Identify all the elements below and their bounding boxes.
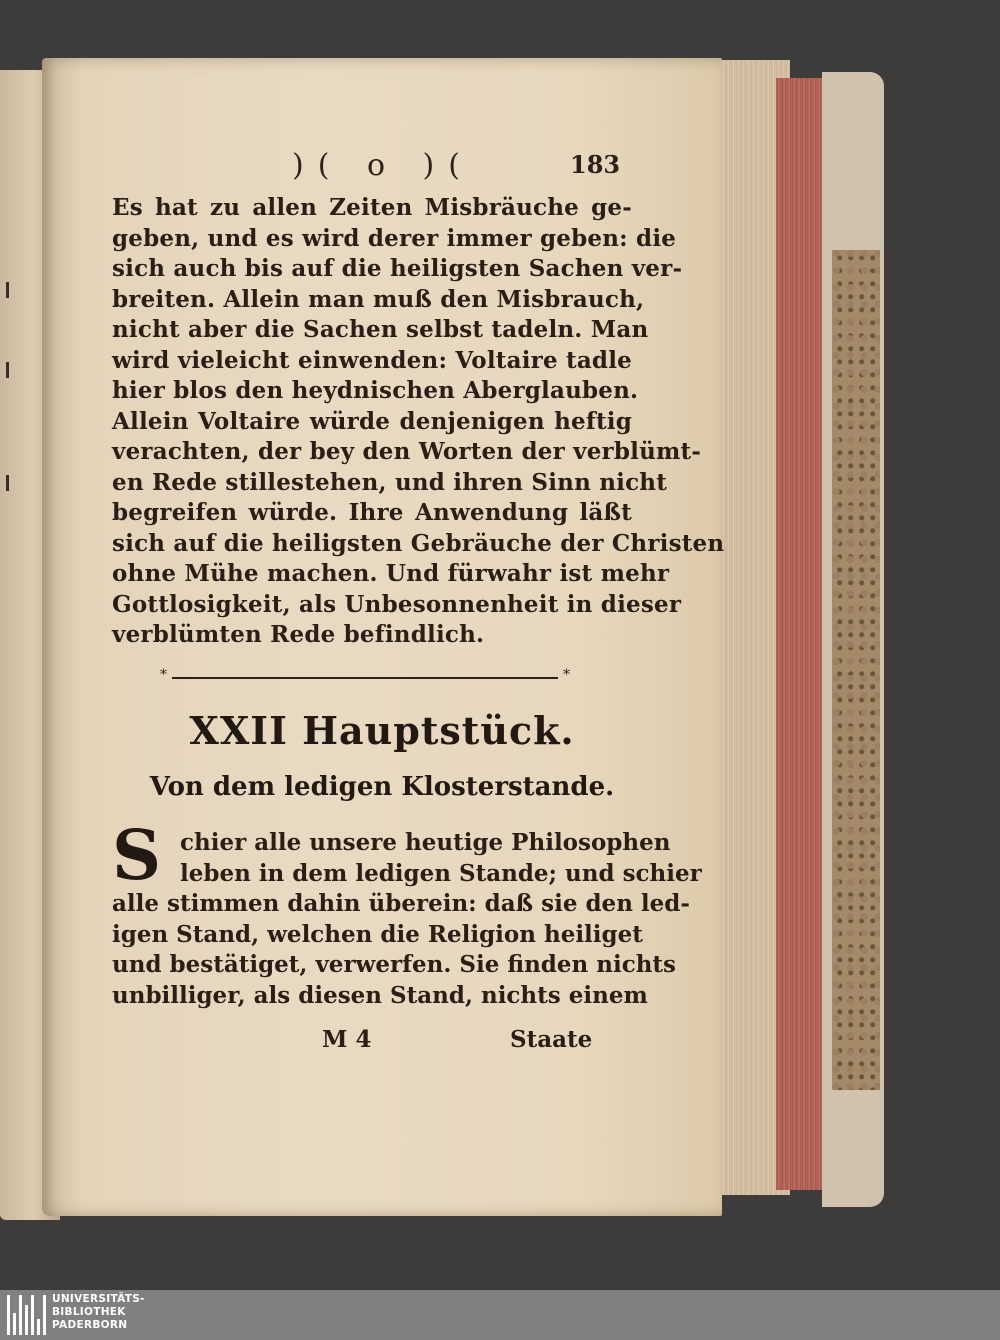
library-logo-icon — [7, 1295, 47, 1335]
paragraph-1 — [112, 193, 725, 651]
text-line: sich auch bis auf die heiligsten Sachen ver- — [112, 255, 683, 282]
red-page-edge — [776, 78, 826, 1190]
text-line: begreifen würde. Ihre Anwendung läßt — [112, 499, 632, 526]
text-line: hier blos den heydnischen Aberglauben. — [112, 377, 639, 404]
left-page-mark — [6, 475, 9, 491]
left-page-mark — [6, 362, 9, 378]
library-footer-bar — [0, 1290, 1000, 1340]
text-line: Es hat zu allen Zeiten Misbräuche ge- — [112, 194, 632, 221]
library-name — [52, 1293, 145, 1332]
text-line: en Rede stillestehen, und ihren Sinn nicht — [112, 468, 668, 496]
text-line: breiten. Allein man muß den Misbrauch, — [112, 285, 645, 313]
page-header — [42, 148, 722, 188]
library-name-line: BIBLIOTHEK — [52, 1306, 126, 1318]
catchword: Staate — [510, 1026, 593, 1053]
text-line: geben, und es wird derer immer geben: die — [112, 224, 677, 252]
text-line: nicht aber die Sachen selbst tadeln. Man — [112, 316, 649, 343]
text-line: und bestätiget, verwerfen. Sie finden nichts — [112, 951, 677, 978]
text-line: chier alle unsere heutige Philosophen — [180, 829, 671, 856]
chapter-subtitle: Von dem ledigen Klosterstande. — [149, 772, 615, 802]
text-line: alle stimmen dahin überein: daß sie den led- — [112, 890, 690, 917]
text-line: igen Stand, welchen die Religion heiliget — [112, 920, 643, 948]
text-line: verachten, der bey den Worten der verblümt- — [112, 438, 702, 465]
header-ornament: )( o )( — [292, 148, 474, 183]
page-number: 183 — [570, 150, 621, 179]
text-line: Allein Voltaire würde denjenigen heftig — [112, 407, 632, 435]
divider-star: * — [160, 667, 167, 683]
text-line: unbilliger, als diesen Stand, nichts einem — [112, 981, 648, 1009]
text-line: ohne Mühe machen. Und fürwahr ist mehr — [112, 560, 670, 587]
book-page — [42, 58, 725, 1216]
library-name-line: UNIVERSITÄTS- — [52, 1293, 145, 1305]
paragraph-2 — [112, 816, 702, 1011]
drop-cap: S — [112, 816, 162, 896]
divider-rule — [172, 677, 558, 679]
text-line: leben in dem ledigen Stande; und schier — [180, 859, 702, 887]
text-line: sich auf die heiligsten Gebräuche der Christen — [112, 529, 725, 557]
marbled-cover-board — [832, 250, 880, 1090]
signature-mark: M 4 — [322, 1026, 372, 1053]
library-name-line: PADERBORN — [52, 1319, 128, 1331]
section-divider — [160, 667, 570, 685]
page-footer — [42, 1026, 722, 1060]
divider-star: * — [563, 667, 570, 683]
text-line: wird vieleicht einwenden: Voltaire tadle — [112, 346, 632, 374]
text-line: verblümten Rede befindlich. — [112, 621, 485, 648]
text-line: Gottlosigkeit, als Unbesonnenheit in dieser — [112, 590, 682, 618]
chapter-title: XXII Hauptstück. — [189, 708, 575, 753]
left-page-mark — [6, 282, 9, 298]
